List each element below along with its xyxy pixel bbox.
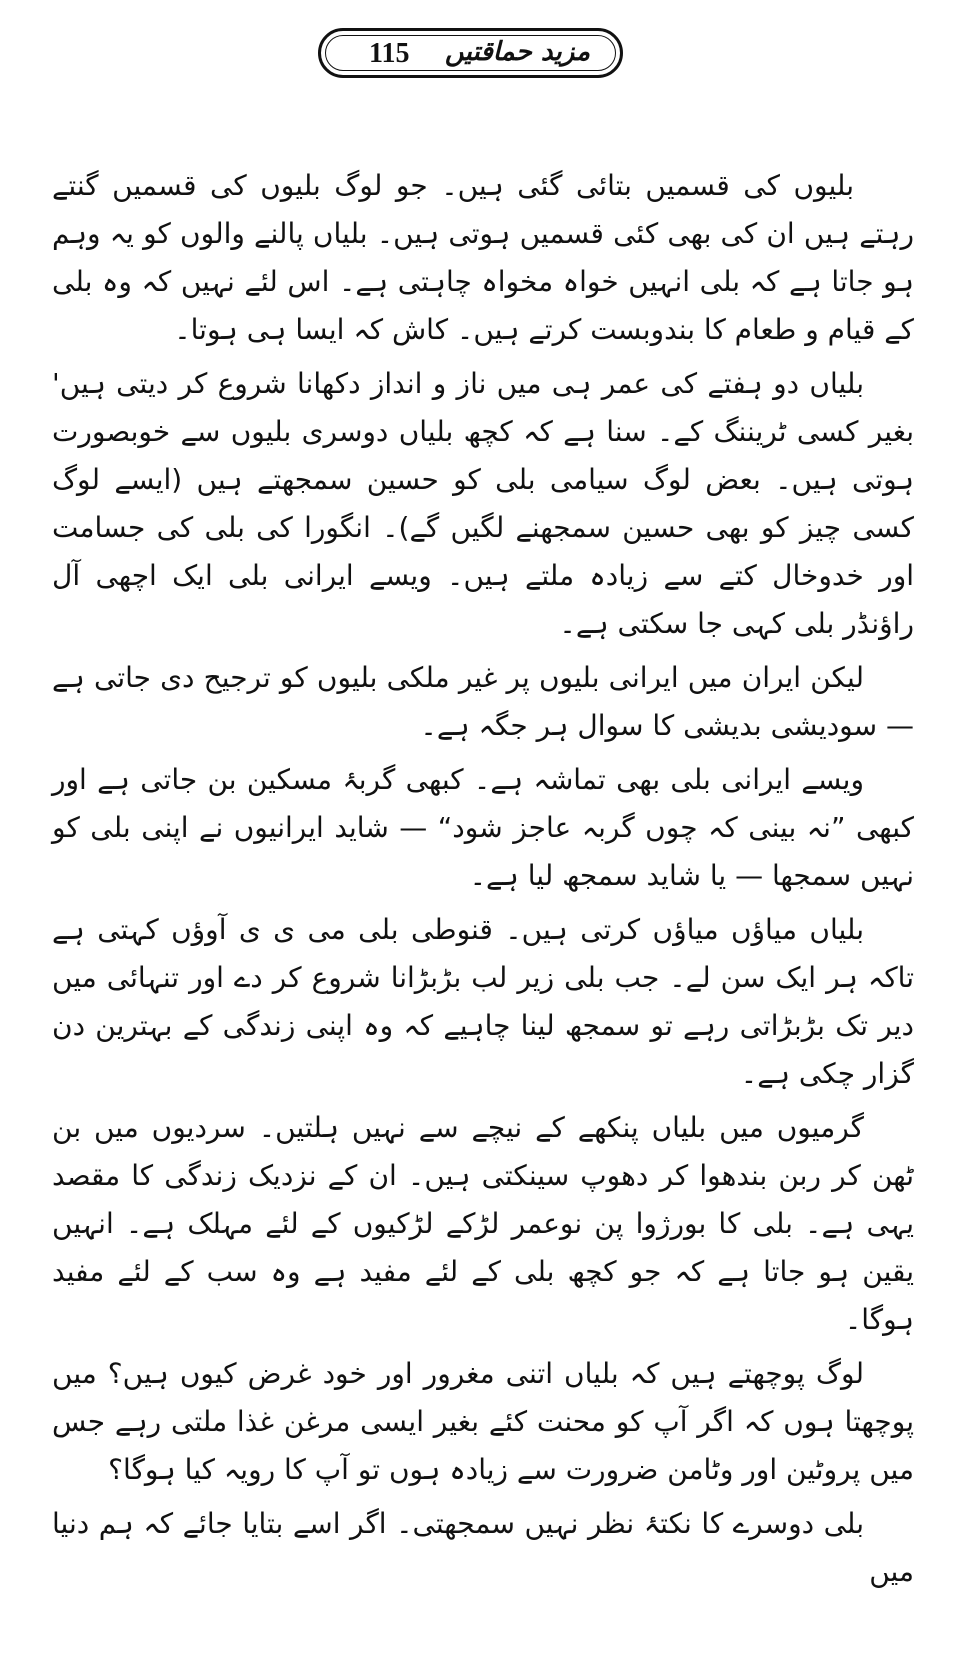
running-title: مزید حماقتیں (444, 37, 590, 67)
page-number: 115 (369, 38, 410, 69)
paragraph-4: ویسے ایرانی بلی بھی تماشہ ہے۔ کبھی گربۂ مسکین بن جاتی ہے اور کبھی ”نہ بینی کہ چوں گربہ عاجز شود“ — شاید ایرانیوں نے اپنی بلی کو نہیں سمجھا — یا شاید سمجھ لیا ہے۔ (52, 763, 914, 892)
paragraph-2: بلیاں دو ہفتے کی عمر ہی میں ناز و انداز دکھانا شروع کر دیتی ہیں' بغیر کسی ٹریننگ کے۔ سنا ہے کہ کچھ بلیاں دوسری بلیوں سے خوبصورت ہوتی ہیں۔ بعض لوگ سیامی بلی کو حسین سمجھتے ہیں (ایسے لوگ کسی چیز کو بھی حسین سمجھنے لگیں گے)۔ انگورا کی بلی کی جسامت اور خدوخال کتے سے زیادہ ملتے ہیں۔ ویسے ایرانی بلی ایک اچھی آل راؤنڈر بلی کہی جا سکتی ہے۔ (52, 367, 914, 640)
running-header (318, 28, 623, 78)
paragraph-7: لوگ پوچھتے ہیں کہ بلیاں اتنی مغرور اور خود غرض کیوں ہیں؟ میں پوچھتا ہوں کہ اگر آپ کو محنت کئے بغیر ایسی مرغن غذا ملتی رہے جس میں پروٹین اور وٹامن ضرورت سے زیادہ ہوں تو آپ کا رویہ کیا ہوگا؟ (52, 1357, 914, 1486)
paragraph-1: بلیوں کی قسمیں بتائی گئی ہیں۔ جو لوگ بلیوں کی قسمیں گنتے رہتے ہیں ان کی بھی کئی قسمیں ہوتی ہیں۔ بلیاں پالنے والوں کو یہ وہم ہو جاتا ہے کہ بلی انہیں خواہ مخواہ چاہتی ہے۔ اس لئے نہیں کہ وہ بلی کے قیام و طعام کا بندوبست کرتے ہیں۔ کاش کہ ایسا ہی ہوتا۔ (52, 169, 914, 346)
body-text (52, 162, 914, 1602)
paragraph-3: لیکن ایران میں ایرانی بلیوں پر غیر ملکی بلیوں کو ترجیح دی جاتی ہے — سودیشی بدیشی کا سوال ہر جگہ ہے۔ (52, 661, 914, 742)
paragraph-5: بلیاں میاؤں میاؤں کرتی ہیں۔ قنوطی بلی می ی ی آوؤں کہتی ہے تاکہ ہر ایک سن لے۔ جب بلی زیر لب بڑبڑانا شروع کر دے اور تنہائی میں دیر تک بڑبڑاتی رہے تو سمجھ لینا چاہیے کہ وہ اپنی زندگی کے بہترین دن گزار چکی ہے۔ (52, 913, 914, 1090)
paragraph-8: بلی دوسرے کا نکتۂ نظر نہیں سمجھتی۔ اگر اسے بتایا جائے کہ ہم دنیا میں (52, 1507, 914, 1588)
paragraph-6: گرمیوں میں بلیاں پنکھے کے نیچے سے نہیں ہلتیں۔ سردیوں میں بن ٹھن کر ربن بندھوا کر دھوپ سینکتی ہیں۔ ان کے نزدیک زندگی کا مقصد یہی ہے۔ بلی کا بورژوا پن نوعمر لڑکے لڑکیوں کے لئے مہلک ہے۔ انہیں یقین ہو جاتا ہے کہ جو کچھ بلی کے لئے مفید ہے وہ سب کے لئے مفید ہوگا۔ (52, 1111, 914, 1336)
